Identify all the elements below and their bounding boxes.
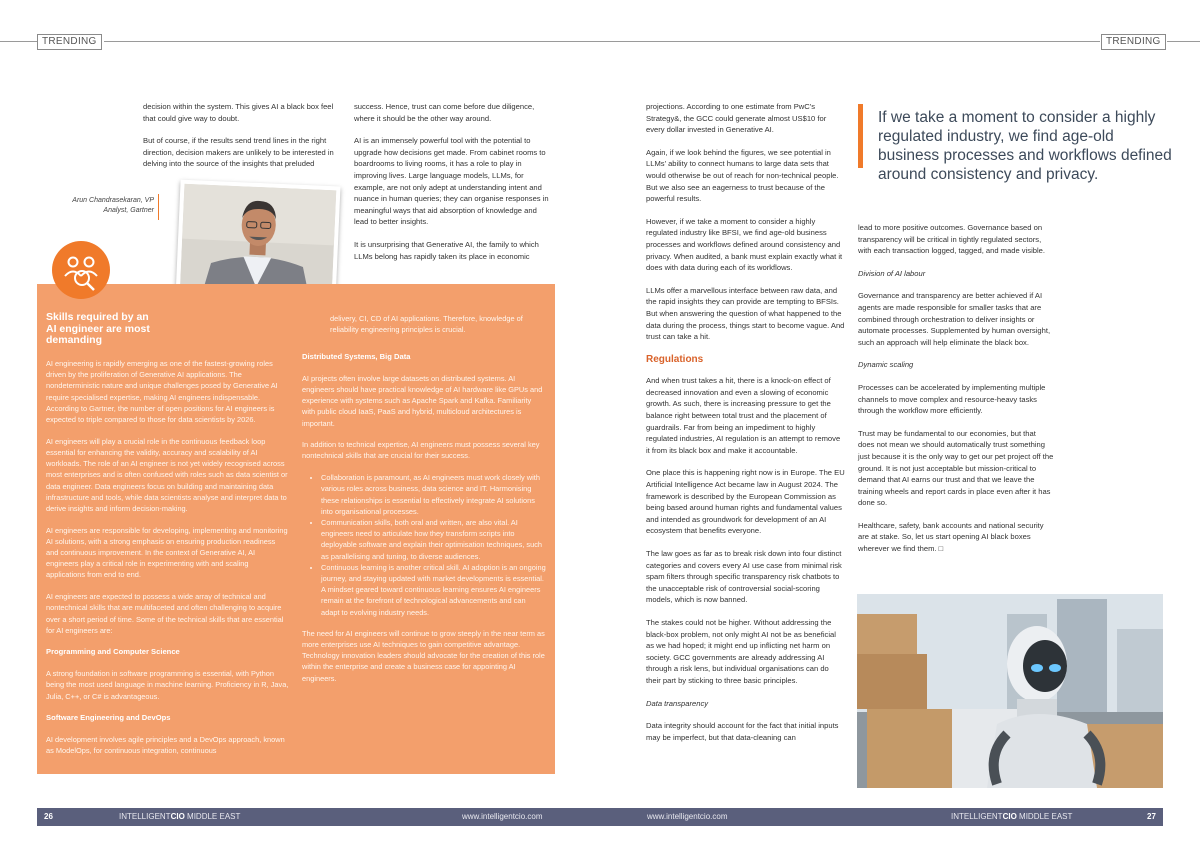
paragraph: AI engineers are responsible for developing, implementing and monitoring AI solutions, with a strong emphasis on ensuring production readiness and continuous improvement. In the context of Generative AI, AI engineers play a critical role in experimenting with and scaling applications from end to end. (46, 525, 288, 580)
page-number-right: 27 (1147, 812, 1156, 821)
quote-accent-bar (858, 104, 863, 168)
italic-subheading: Division of AI labour (858, 268, 926, 278)
left-column-2 (354, 101, 551, 273)
paragraph: Healthcare, safety, bank accounts and national security are at stake. So, let us start opening AI black boxes wherever we find them. □ (858, 520, 1044, 554)
skills-box-title: Skills required by an AI engineer are most demanding (46, 311, 150, 346)
paragraph: In addition to technical expertise, AI engineers must possess several key nontechnical skills that are crucial for their success. (302, 440, 540, 461)
paragraph: One place this is happening right now is in Europe. The EU Artificial Intelligence Act became law in August 2024. The framework is described by the European Commission as being based around human rights and fundamental values and intended as groundwork for development of an AI ecosystem that benefits everyone. (646, 468, 845, 536)
bullet-item: • Collaboration is paramount, as AI engineers must work closely with various roles across business, data science and IT. Harmonising these relationships is essential to effectively integrate AI solutions into organisational processes. (321, 472, 546, 517)
bullet-item: • Communication skills, both oral and written, are also vital. AI engineers need to articulate how they transform scripts into deployable software and explain their optimisation techniques, such as parallelising and tuning, to diverse audiences. (321, 517, 546, 562)
paragraph: Governance and transparency are better achieved if AI agents are made responsible for smaller tasks that are combined through orchestration to deliver insights or automate processes. Supplemented by human oversight, such an approach will help eliminate the black box. (858, 291, 1051, 347)
url-right[interactable]: www.intelligentcio.com (647, 812, 728, 821)
footer-bar (37, 808, 1163, 826)
paragraph: And when trust takes a hit, there is a knock-on effect of decreased innovation and even a slowing of economic growth. As such, there is increasing pressure to get the balance right between total trust and the placement of guardrails. Far from being an impediment to highly regulated industries, AI regulation is an attempt to remove it from its black box and make it accountable. (646, 376, 841, 455)
skills-box-left-column (46, 358, 289, 767)
photo-caption (62, 196, 154, 216)
paragraph: The law goes as far as to break risk down into four distinct categories and covers every AI use case from minimal risk spam filters through specific transparency risk chatbots to the unacceptable risk of controversial social-scoring models, which is now banned. (646, 549, 842, 605)
caption-name: Arun Chandrasekaran, VP (72, 197, 154, 204)
paragraph: But of course, if the results send trend lines in the right direction, decision makers are unlikely to be interested in delving into the source of the insights that preluded (143, 136, 334, 169)
bullet-item: • Continuous learning is another critical skill. AI adoption is an ongoing journey, and staying updated with market developments is essential. A mindset geared toward continuous learning ensures AI engineers remain at the forefront of technological advancements and can adapt to evolving industry needs. (321, 562, 546, 618)
paragraph: AI engineers will play a crucial role in the continuous feedback loop essential for enhancing the validity, accuracy and scalability of AI workloads. The role of an AI engineer is not yet widely recognised across most enterprises and is often confused with roles such as data scientist or data engineer. Data engineers focus on building and maintaining data infrastructure and tools, while data scientists analyse and interpret data to derive insights and inform decision-making. (46, 436, 288, 513)
italic-subheading: Dynamic scaling (858, 360, 914, 370)
paragraph: AI is an immensely powerful tool with the potential to upgrade how decisions get made. From cabinet rooms to boardrooms to living rooms, it has a role to play in improving lives. Large language models, LLMs, for example, are not only adept at understanding intent and nuance in human queries; they can organise responses in meaningful ways that aid absorption of knowledge and lead to better insights. (354, 136, 549, 227)
paragraph: The need for AI engineers will continue to grow steeply in the near term as more enterprises use AI techniques to gain competitive advantage. Technology innovation leaders should advocate for the creation of this role within the enterprise and create a business case for appointing AI engineers. (302, 628, 545, 683)
skills-box-right-intro-text: delivery, CI, CD of AI applications. Therefore, knowledge of reliability engineering principles is crucial. (330, 314, 523, 335)
paragraph: Again, if we look behind the figures, we see potential in LLMs’ ability to connect humans to large data sets that would otherwise be out of reach for non-technical people. But we also see an eagerness to trust because of the powerful results. (646, 147, 839, 204)
paragraph: AI projects often involve large datasets on distributed systems. AI engineers should have practical knowledge of AI hardware like GPUs and experience with systems such as Apache Spark and Kafka. Familiarity with public cloud IaaS, PaaS and hybrid, multicloud architectures is important. (302, 373, 543, 428)
header-rule-right (1167, 41, 1200, 42)
pull-quote: If we take a moment to consider a highly regulated industry, we find age-old business processes and workflows defined around consistency and privacy. (878, 109, 1172, 183)
paragraph: The stakes could not be higher. Without addressing the black-box problem, not only might AI not be as beneficial as we had hoped; it might end up inflicting net harm on society. GCC governments are already addressing AI through a risk lens, but individual organisations can do their part by sticking to three basic principles. (646, 617, 836, 685)
header-rule-left (0, 41, 37, 42)
paragraph: projections. According to one estimate from PwC’s Strategy&, the GCC could generate almost US$10 for every dollar invested in Generative AI. (646, 102, 827, 135)
robot-image (857, 594, 1163, 788)
trending-tag-left: TRENDING (37, 34, 102, 50)
header-rule-middle (104, 41, 1100, 42)
right-column-2 (858, 222, 1054, 566)
subheading: Distributed Systems, Big Data (302, 352, 411, 361)
people-search-icon (51, 240, 111, 300)
bullet-list (302, 472, 546, 618)
url-left[interactable]: www.intelligentcio.com (462, 812, 543, 821)
paragraph: Processes can be accelerated by implementing multiple channels to move complex and resource-heavy tasks through the workflow more efficiently. (858, 382, 1046, 416)
left-column-1 (143, 101, 338, 181)
caption-divider (158, 194, 159, 220)
paragraph: Data integrity should account for the fact that initial inputs may be imperfect, but that data-cleaning can (646, 721, 839, 742)
paragraph: Trust may be fundamental to our economies, but that does not mean we should automatically trust something just because it is the only way to get our pet project off the ground. It is not just acceptable but mission-critical to demand that AI earns our trust and that we leave the training wheels and report cards in place even after it has done so. (858, 428, 1054, 508)
trending-tag-right: TRENDING (1101, 34, 1166, 50)
subheading: Regulations (646, 353, 704, 365)
subheading: Software Engineering and DevOps (46, 713, 171, 723)
paragraph: AI development involves agile principles and a DevOps approach, known as ModelOps, for continuous integration, continuous (46, 734, 285, 756)
brand-right: INTELLIGENTCIO MIDDLE EAST (951, 812, 1073, 821)
paragraph: However, if we take a moment to consider a highly regulated industry like BFSI, we find age-old business processes and workflows defined around consistency and privacy. When audited, a bank must explain exactly what it does with data during each of its workflows. (646, 216, 843, 273)
paragraph: AI engineering is rapidly emerging as one of the fastest-growing roles driven by the proliferation of Generative AI applications. The nondeterministic nature and unique challenges posed by Generative AI require specialised expertise, making AI engineers indispensable. According to Gartner, the number of open positions for AI engineers is expected to triple compared to those for data scientists by 2026. (46, 359, 278, 425)
caption-role: Analyst, Gartner (103, 207, 154, 214)
page-number-left: 26 (44, 812, 53, 821)
paragraph: decision within the system. This gives AI a black box feel that could give way to doubt. (143, 102, 334, 123)
paragraph: LLMs offer a marvellous interface between raw data, and the rapid insights they can provide are tempting to BFSIs. But when answering the question of what happened to the data during the process, things start to become vague. And trust can take a hit. (646, 285, 845, 342)
portrait-image (180, 184, 337, 301)
paragraph: AI engineers are expected to possess a wide array of technical and nontechnical skills that are multifaceted and often challenging to acquire over a short period of time. Some of the technical skills that are essential for AI engineers are: (46, 592, 284, 635)
italic-subheading: Data transparency (646, 698, 709, 708)
brand-left: INTELLIGENTCIO MIDDLE EAST (119, 812, 241, 821)
paragraph: lead to more positive outcomes. Governance based on transparency will be critical in tightly regulated sectors, with each transaction logged, tagged, and made visible. (858, 223, 1046, 256)
subheading: Programming and Computer Science (46, 647, 180, 657)
skills-box-right-column (302, 351, 546, 694)
right-column-1 (646, 101, 845, 754)
skills-box-right-intro (330, 313, 546, 346)
paragraph: success. Hence, trust can come before due diligence, where it should be the other way around. (354, 102, 535, 123)
paragraph: A strong foundation in software programming is essential, with Python being the most used language in machine learning. Proficiency in R, Java, Julia, C++, or C# is advantageous. (46, 669, 289, 701)
paragraph: It is unsurprising that Generative AI, the family to which LLMs belong has rapidly taken its place in economic (354, 239, 539, 261)
